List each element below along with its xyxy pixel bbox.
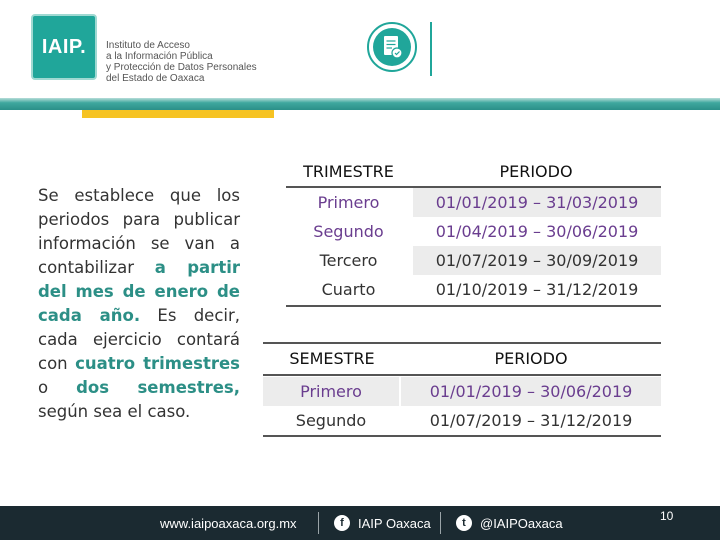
row-period: 01/07/2019 – 31/12/2019 [429, 411, 633, 430]
table-row [286, 188, 661, 217]
paragraph-text-3: o [38, 378, 77, 397]
row-period: 01/01/2019 – 30/06/2019 [401, 377, 661, 406]
row-label: Cuarto [321, 280, 376, 299]
footer-rule [286, 305, 661, 307]
website-link[interactable] [160, 506, 297, 540]
table-row [263, 377, 661, 406]
twitter-text: @IAIPOaxaca [480, 515, 563, 531]
website-text: www.iaipoaxaca.org.mx [160, 515, 297, 531]
periodo-header: PERIODO [499, 162, 573, 181]
row-period: 01/04/2019 – 30/06/2019 [435, 222, 639, 241]
footer-divider [318, 512, 319, 534]
header-band [0, 98, 720, 110]
institute-name [106, 40, 306, 84]
row-label: Segundo [313, 222, 384, 241]
header-rule [263, 374, 661, 376]
accent-bar [82, 110, 274, 118]
trimestre-header: TRIMESTRE [303, 162, 394, 181]
document-seal-icon [366, 21, 418, 73]
paragraph-text-2: Es decir, cada ejercicio contará con [38, 306, 240, 373]
explanation-paragraph [38, 184, 240, 424]
table-row [286, 275, 661, 304]
periodo-header: PERIODO [494, 349, 568, 368]
facebook-icon: f [334, 515, 350, 531]
institute-line-3: y Protección de Datos Personales [106, 62, 257, 73]
institute-line-2: a la Información Pública [106, 51, 213, 62]
paragraph-highlight-2: cuatro trimestres [75, 354, 240, 373]
facebook-text: IAIP Oaxaca [358, 515, 431, 531]
institute-line-4: del Estado de Oaxaca [106, 73, 205, 84]
paragraph-text-4: según sea el caso. [38, 402, 191, 421]
twitter-icon: t [456, 515, 472, 531]
footer-rule [263, 435, 661, 437]
table-row [286, 246, 661, 275]
table-header-row [286, 157, 661, 186]
paragraph-text-1: Se establece que los periodos para publicar información se van a contabilizar [38, 186, 240, 277]
facebook-link[interactable] [334, 506, 431, 540]
paragraph-highlight-1: a partir del mes de enero de cada año. [38, 258, 240, 325]
twitter-link[interactable] [456, 506, 563, 540]
row-period: 01/07/2019 – 30/09/2019 [413, 246, 661, 275]
row-period: 01/01/2019 – 31/03/2019 [413, 188, 661, 217]
paragraph-highlight-3: dos semestres, [76, 378, 241, 397]
table-row [263, 406, 661, 435]
footer-divider [440, 512, 441, 534]
institute-line-1: Instituto de Acceso [106, 40, 190, 51]
iaip-logo-text: IAIP. [41, 35, 87, 58]
header-divider [430, 22, 432, 76]
row-period: 01/10/2019 – 31/12/2019 [435, 280, 639, 299]
row-label: Primero [263, 377, 399, 406]
semestre-header: SEMESTRE [289, 349, 375, 368]
row-label: Primero [317, 193, 380, 212]
semestre-table [263, 342, 661, 438]
table-header-row [263, 344, 661, 373]
trimestre-table [286, 156, 661, 306]
page-number: 10 [660, 509, 674, 523]
row-label: Tercero [319, 251, 378, 270]
row-label: Segundo [295, 411, 367, 430]
table-row [286, 217, 661, 246]
